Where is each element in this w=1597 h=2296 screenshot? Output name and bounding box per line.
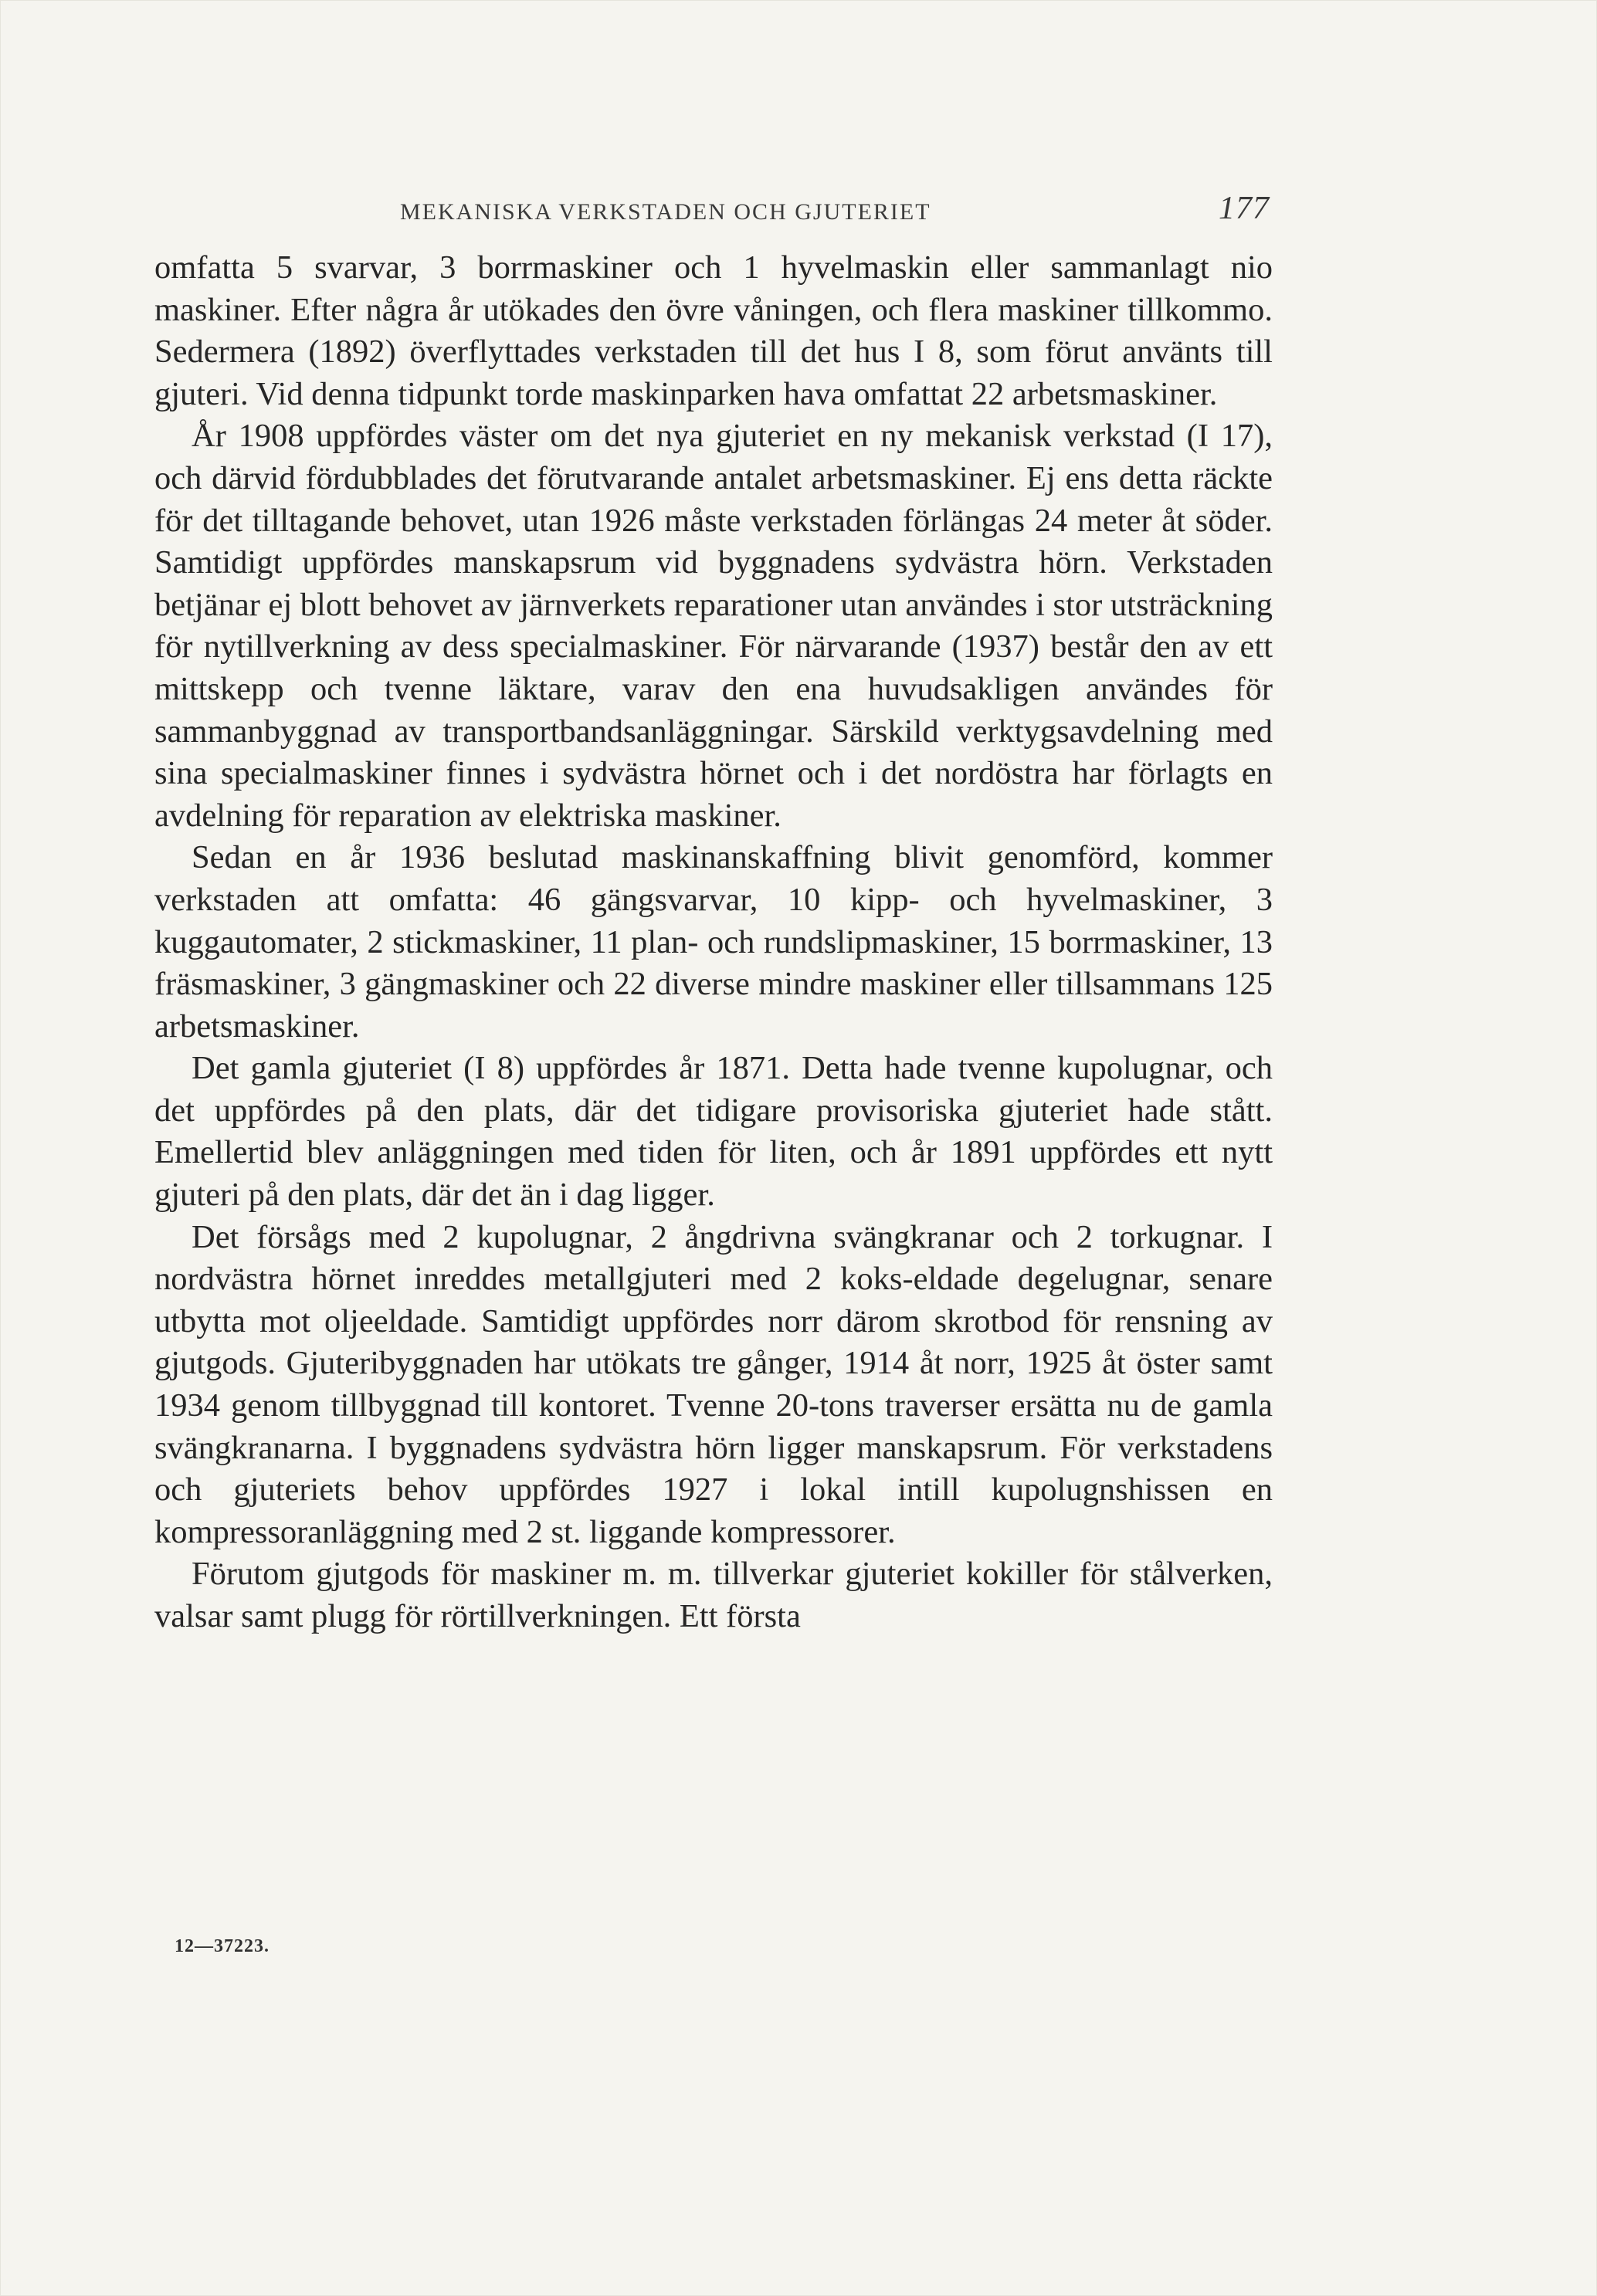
paragraph-5: Det försågs med 2 kupolugnar, 2 ångdrivna svängkranar och 2 torkugnar. I nordvästra hörnet inreddes metallgjuteri med 2 koks-eldade degelugnar, senare utbytta mot oljeeldade. Samtidigt uppfördes norr därom skrotbod för rensning av gjutgods. Gjuteribyggnaden har utökats tre gånger, 1914 åt norr, 1925 åt öster samt 1934 genom tillbyggnad till kontoret. Tvenne 20-tons traverser ersätta nu de gamla svängkranarna. I byggnadens sydvästra hörn ligger manskapsrum. För verkstadens och gjuteriets behov uppfördes 1927 i lokal intill kupolugnshissen en kompressoranläggning med 2 st. liggande kompressorer. [154,1218,1273,1550]
paragraph-6: Förutom gjutgods för maskiner m. m. tillverkar gjuteriet kokiller för stålverken, valsar samt plugg för rörtillverkningen. Ett första [154,1556,1273,1634]
page-number: 177 [1219,191,1270,226]
page-header [154,185,1276,232]
paragraph-2: År 1908 uppfördes väster om det nya gjuteriet en ny mekanisk verkstad (I 17), och därvid fördubblades det förutvarande antalet arbetsmaskiner. Ej ens detta räckte för det tilltagande behovet, utan 1926 måste verkstaden förlängas 24 meter åt söder. Samtidigt uppfördes manskapsrum vid byggnadens sydvästra hörn. Verkstaden betjänar ej blott behovet av järnverkets reparationer utan användes i stor utsträckning för nytillverkning av dess specialmaskiner. För närvarande (1937) består den av ett mittskepp och tvenne läktare, varav den ena huvudsakligen användes för sammanbyggnad av transportbandsanläggningar. Särskild verktygsavdelning med sina specialmaskiner finnes i sydvästra hörnet och i det nordöstra har förlagts en avdelning för reparation av elektriska maskiner. [154,418,1273,834]
paragraph-3: Sedan en år 1936 beslutad maskinanskaffning blivit genomförd, kommer verkstaden att omfatta: 46 gängsvarvar, 10 kipp- och hyvelmaskiner, 3 kuggautomater, 2 stickmaskiner, 11 plan- och rundslipmaskiner, 15 borrmaskiner, 13 fräsmaskiner, 3 gängmaskiner och 22 diverse mindre maskiner eller tillsammans 125 arbetsmaskiner. [154,839,1273,1045]
signature-mark: 12—37223. [175,1936,270,1956]
running-head: MEKANISKA VERKSTADEN OCH GJUTERIET [400,199,931,225]
paragraph-1: omfatta 5 svarvar, 3 borrmaskiner och 1 hyvelmaskin eller sammanlagt nio maskiner. Efter några år utökades den övre våningen, och flera maskiner tillkommo. Sedermera (1892) överflyttades verkstaden till det hus I 8, som förut använts till gjuteri. Vid denna tidpunkt torde maskinparken hava omfattat 22 arbetsmaskiner. [154,249,1273,412]
paragraph-4: Det gamla gjuteriet (I 8) uppfördes år 1871. Detta hade tvenne kupolugnar, och det uppfördes på den plats, där det tidigare provisoriska gjuteriet hade stått. Emellertid blev anläggningen med tiden för liten, och år 1891 uppfördes ett nytt gjuteri på den plats, där det än i dag ligger. [154,1050,1273,1214]
body-text [154,247,1273,1638]
